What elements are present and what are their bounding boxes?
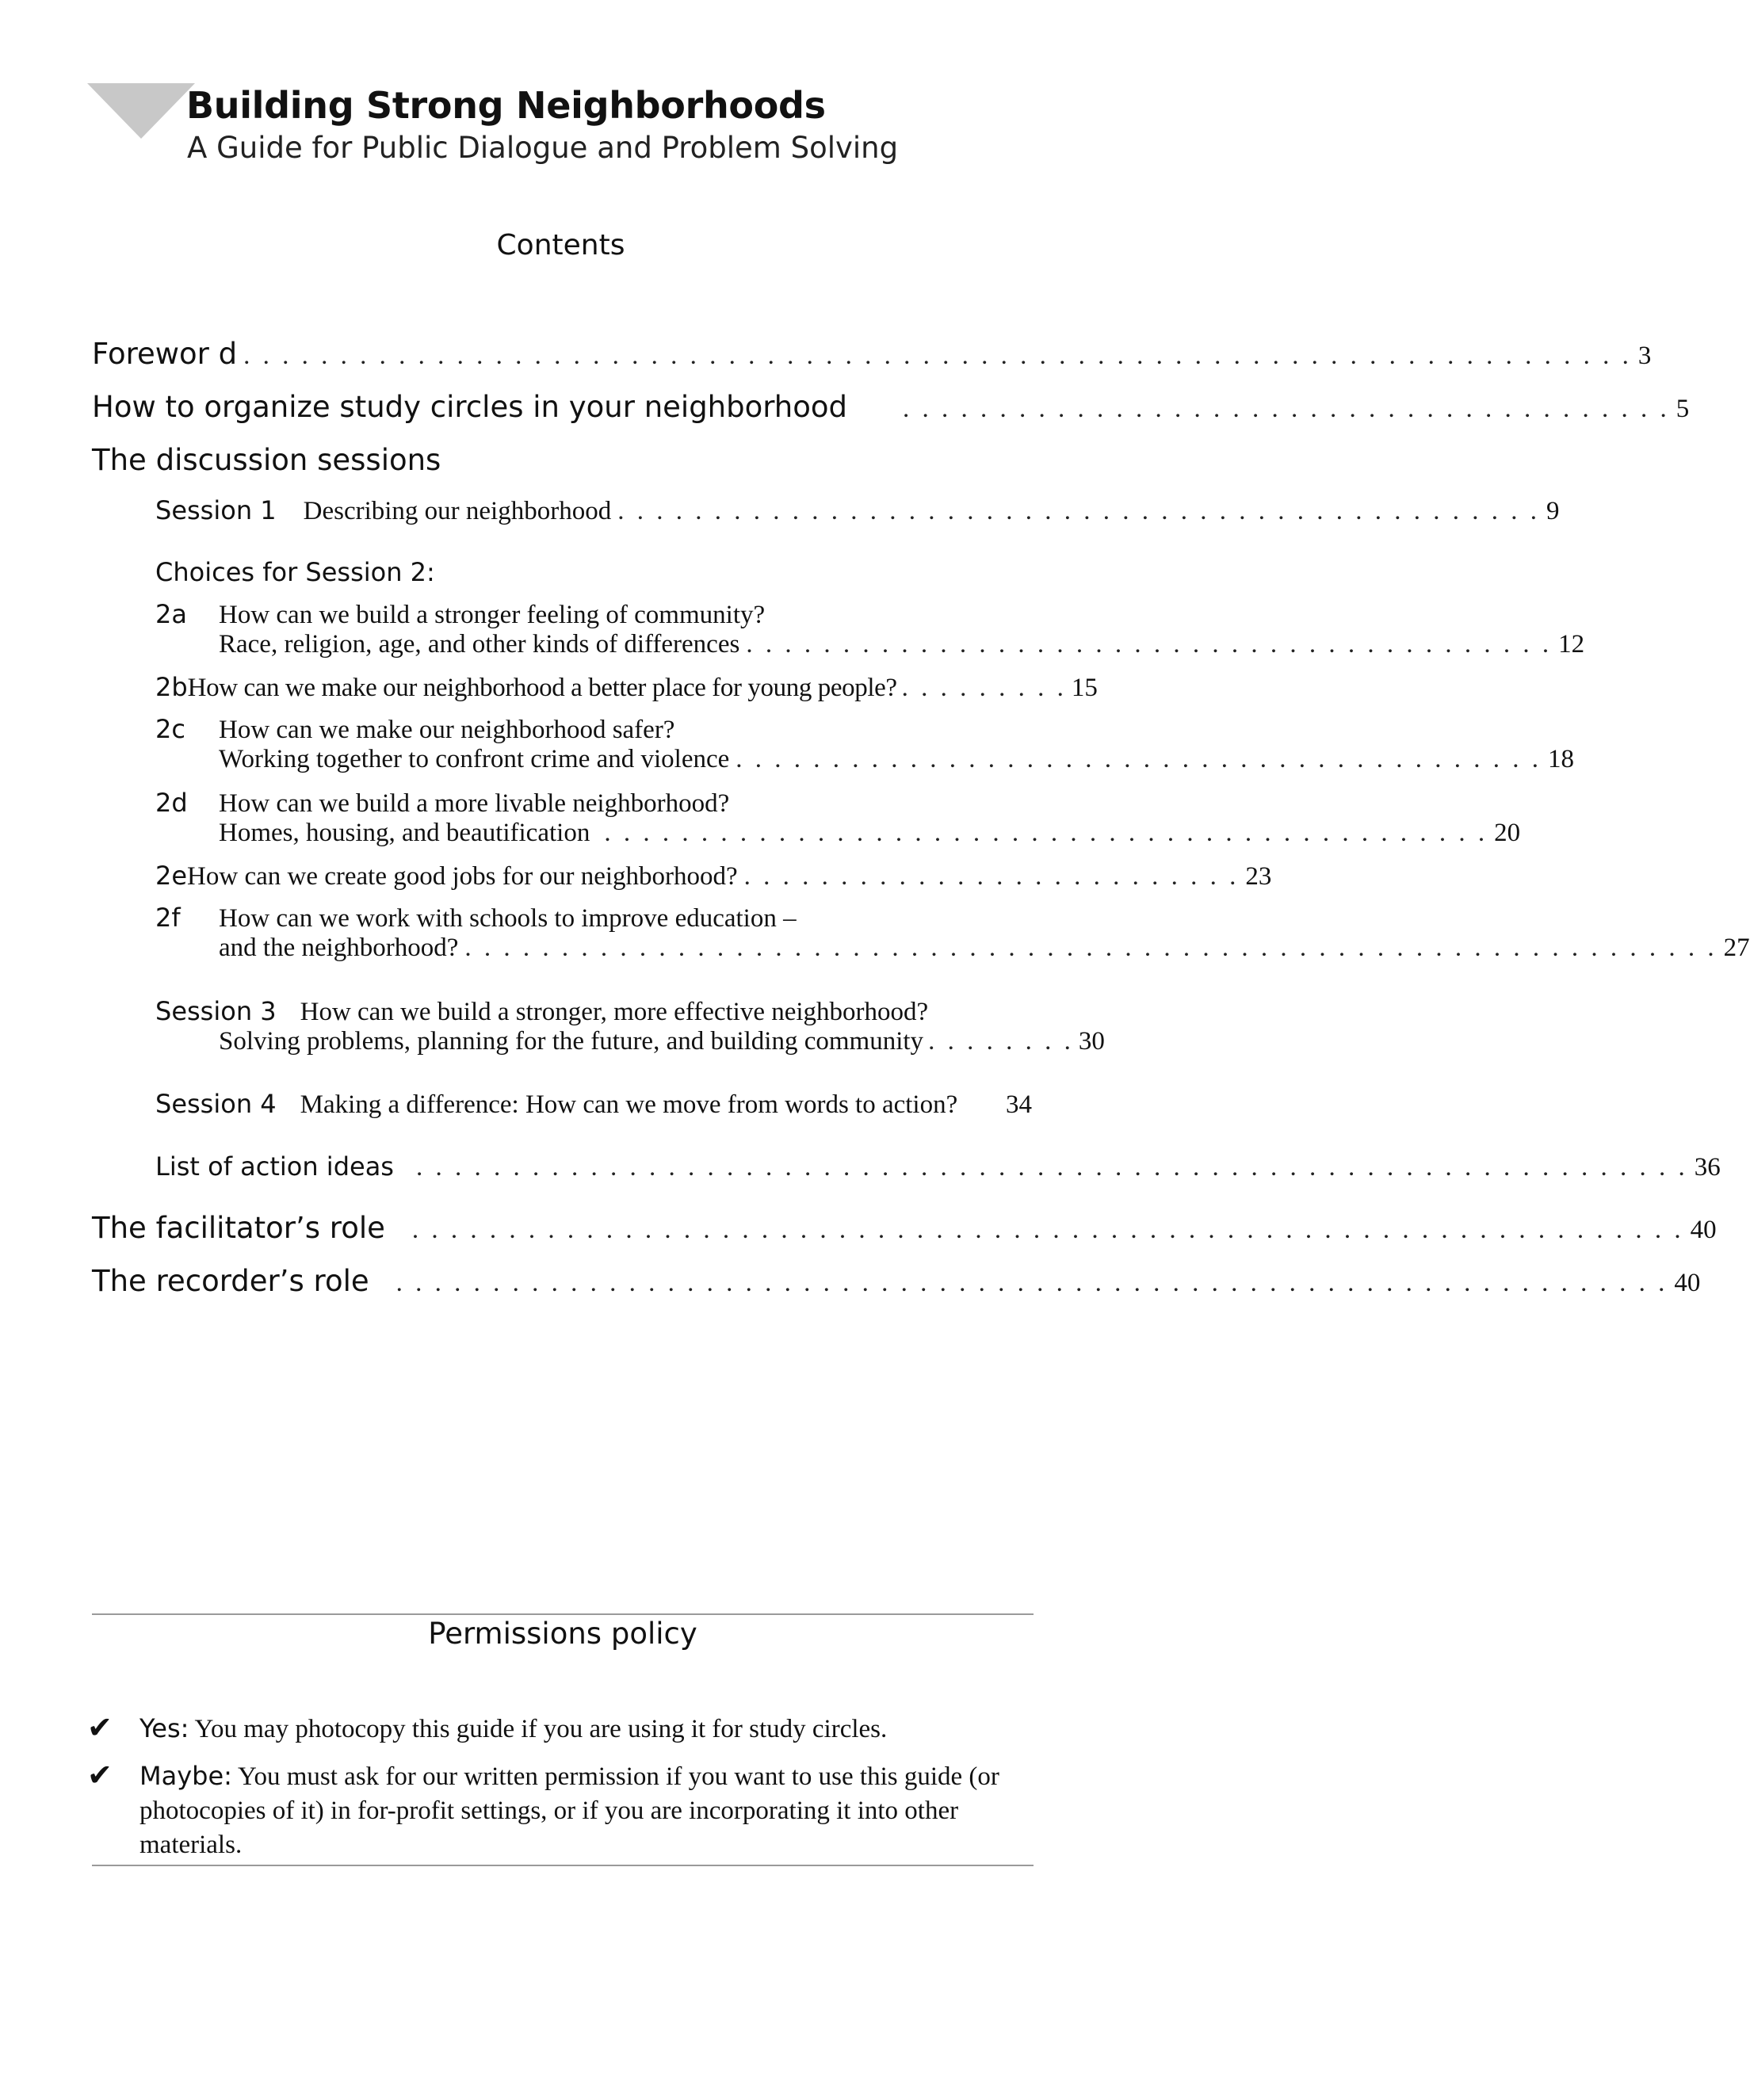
toc-entry-recorder[interactable] (92, 1264, 1701, 1298)
permissions-heading: Permissions policy (428, 1617, 697, 1651)
toc-text: How can we build a stronger, more effective neighborhood? (300, 998, 929, 1026)
toc-entry-organize[interactable] (92, 390, 1690, 424)
toc-page-number: 9 (1546, 497, 1560, 525)
book-subtitle: A Guide for Public Dialogue and Problem Solving (187, 131, 899, 165)
discussion-sessions-heading: The discussion sessions (92, 443, 441, 477)
permission-yes-text: You may photocopy this guide if you are using it for study circles. (194, 1715, 888, 1743)
toc-page-number: 30 (1078, 1027, 1105, 1056)
choice-code: 2c (155, 714, 185, 744)
dot-leader: . . . . . . . . . . . . . . . . . . . . . . . . . . . . . . . . . . . . . . . . . . . . . . . . . . . . . . . . . . . . . . . . . . (415, 1153, 1688, 1182)
dot-leader: . . . . . . . . . . . . . . . . . . . . . . . . . . . . . . . . . . . . . . . . . . . . . . . . . . . . . . . . . . . . . . . . . . (395, 1269, 1668, 1297)
toc-label: The facilitator’s role (92, 1211, 385, 1245)
choice-code: 2f (155, 903, 181, 933)
toc-entry-2d-line1[interactable] (155, 788, 729, 819)
toc-page-number: 5 (1675, 395, 1690, 423)
toc-page-number: 27 (1723, 934, 1750, 962)
toc-text: Race, religion, age, and other kinds of differences (219, 630, 740, 659)
dot-leader: . . . . . . . . . . . . . . . . . . . . . . . . . . . . . . . . . . . . . . . . . . . . . . (604, 819, 1488, 847)
toc-entry-2f-line1[interactable] (155, 903, 797, 934)
checkmark-icon: ✔ (87, 1710, 113, 1745)
toc-text: Describing our neighborhood (303, 497, 612, 525)
toc-text: How can we build a more livable neighborhood? (219, 789, 730, 818)
toc-page-number: 20 (1494, 819, 1521, 847)
choice-code: 2d (155, 788, 188, 818)
permission-yes (139, 1712, 1043, 1747)
toc-label: List of action ideas (155, 1151, 394, 1182)
choices-heading: Choices for Session 2: (155, 557, 435, 587)
dot-leader: . . . . . . . . . . . . . . . . . . . . . . . . . . . . . . . . . . . . . . . . . . (746, 630, 1553, 659)
toc-entry-session-3-line2[interactable] (219, 1027, 1105, 1056)
toc-page-number: 18 (1548, 745, 1575, 773)
toc-entry-2c-line2[interactable] (219, 745, 1575, 774)
toc-page-number: 15 (1071, 674, 1098, 702)
toc-entry-foreword[interactable] (92, 337, 1652, 371)
toc-text: Working together to confront crime and violence (219, 745, 730, 773)
dot-leader: . . . . . . . . . (901, 674, 1067, 702)
toc-entry-2a-line1[interactable] (155, 599, 765, 630)
toc-page-number: 23 (1245, 862, 1272, 891)
toc-entry-2d-line2[interactable] (219, 819, 1521, 848)
session-label: Session 3 (155, 996, 277, 1026)
toc-entry-facilitator[interactable] (92, 1211, 1717, 1245)
dot-leader: . . . . . . . . . . . . . . . . . . . . . . . . . . . . . . . . . . . . . . . . . . . . . . . . . . . . . . . . . . . . . . . . . (464, 934, 1718, 962)
book-title: Building Strong Neighborhoods (186, 84, 826, 127)
toc-page-number: 40 (1674, 1269, 1701, 1297)
toc-text: Solving problems, planning for the future, and building community (219, 1027, 924, 1056)
toc-entry-2c-line1[interactable] (155, 714, 674, 745)
toc-text: How can we make our neighborhood a better place for young people? (187, 674, 897, 702)
toc-label: How to organize study circles in your neighborhood (92, 390, 848, 424)
checkmark-icon: ✔ (87, 1758, 113, 1793)
toc-page-number: 40 (1690, 1216, 1717, 1244)
toc-text: Homes, housing, and beautification (219, 819, 590, 847)
toc-text: How can we create good jobs for our neighborhood? (187, 862, 738, 891)
top-divider (92, 1613, 1034, 1615)
toc-entry-2a-line2[interactable] (219, 630, 1585, 659)
permission-maybe (139, 1759, 1043, 1862)
bottom-divider (92, 1865, 1034, 1866)
permission-yes-lead: Yes: (139, 1713, 189, 1743)
toc-text: and the neighborhood? (219, 934, 459, 962)
toc-page-number: 34 (1006, 1090, 1032, 1119)
dot-leader: . . . . . . . . . . . . . . . . . . . . . . . . . . (743, 862, 1240, 891)
toc-page-number: 3 (1637, 342, 1652, 370)
toc-entry-2e[interactable] (155, 861, 1272, 892)
dot-leader: . . . . . . . . . . . . . . . . . . . . . . . . . . . . . . . . . . . . . . . . (903, 395, 1670, 423)
toc-entry-action-ideas[interactable] (155, 1151, 1721, 1182)
toc-entry-session-1[interactable] (155, 495, 1560, 526)
contents-heading: Contents (496, 229, 625, 262)
permission-maybe-lead: Maybe: (139, 1761, 232, 1791)
choice-code: 2a (155, 599, 187, 629)
session-label: Session 1 (155, 495, 277, 525)
toc-page-number: 36 (1694, 1153, 1721, 1182)
toc-text: Making a difference: How can we move from words to action? (300, 1090, 958, 1119)
toc-entry-session-4[interactable] (155, 1089, 1032, 1120)
session-label: Session 4 (155, 1089, 277, 1119)
corner-triangle-mark (87, 83, 195, 139)
toc-text: How can we make our neighborhood safer? (219, 716, 675, 744)
dot-leader: . . . . . . . . (928, 1027, 1074, 1056)
toc-entry-2b[interactable] (155, 672, 1098, 703)
toc-text: How can we build a stronger feeling of community? (219, 601, 766, 629)
toc-page-number: 12 (1558, 630, 1585, 659)
toc-text: How can we work with schools to improve education – (219, 904, 797, 933)
choice-code: 2b (155, 672, 188, 702)
toc-label: The recorder’s role (92, 1264, 369, 1298)
permission-maybe-text: You must ask for our written permission if you want to use this guide (or photocopies of it) in for-profit settings, or if you are incorporating it into other materials. (139, 1762, 999, 1859)
dot-leader: . . . . . . . . . . . . . . . . . . . . . . . . . . . . . . . . . . . . . . . . . . . . . . . . . . . . . . . . . . . . . . . . . . (411, 1216, 1684, 1244)
dot-leader: . . . . . . . . . . . . . . . . . . . . . . . . . . . . . . . . . . . . . . . . . . . . . . . . . . . . . . . . . . . . . . . . . . . . . . . . (243, 342, 1632, 370)
dot-leader: . . . . . . . . . . . . . . . . . . . . . . . . . . . . . . . . . . . . . . . . . . . . . . . . (617, 497, 1540, 525)
toc-label: Forewor d (92, 337, 238, 371)
dot-leader: . . . . . . . . . . . . . . . . . . . . . . . . . . . . . . . . . . . . . . . . . . (736, 745, 1542, 773)
choice-code: 2e (155, 861, 188, 891)
toc-entry-session-3-line1[interactable] (155, 996, 928, 1027)
toc-entry-2f-line2[interactable] (219, 934, 1750, 963)
